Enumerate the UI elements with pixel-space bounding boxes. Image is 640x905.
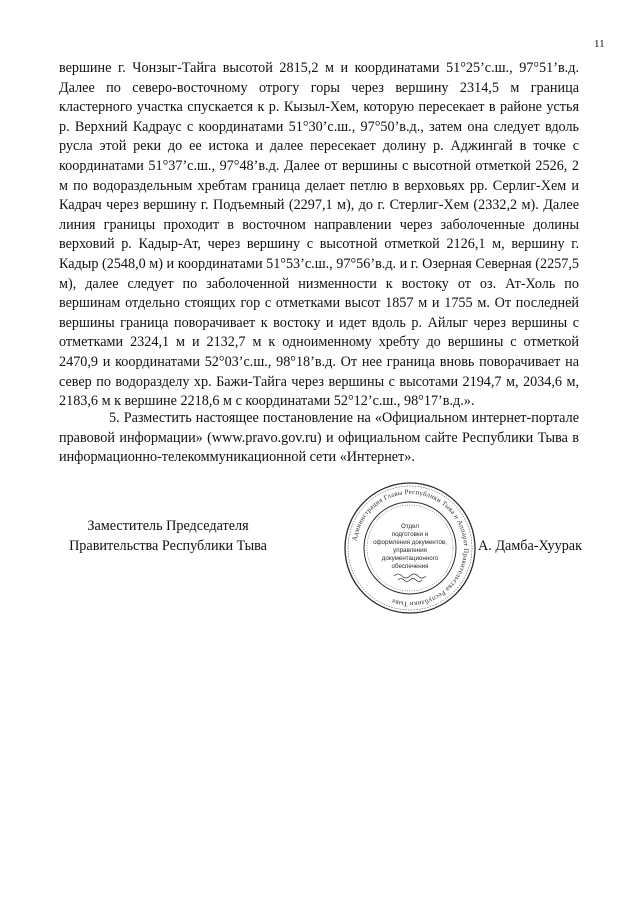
- seal-inner-line-3: оформления документов,: [373, 539, 447, 546]
- boundary-description-paragraph: вершине г. Чонзыг-Тайга высотой 2815,2 м и координатами 51°25’с.ш., 97°51’в.д. Далее по северо-восточному отрогу горы через вершину 2314,5 м граница кластерного участка спускается к р. Кызыл-Хем, которую пересекает в районе устья р. Верхний Кадраус с координатами 51°30’с.ш., 97°50’в.д., затем она следует вдоль русла этой реки до ее истока и далее пересекает долину р. Аджингай в точке с координатами 51°37’с.ш., 97°48’в.д. Далее от вершины с высотной отметкой 2526, 2 м по водораздельным хребтам граница делает петлю в верховьях рр. Серлиг-Хем и Кадрач через вершину г. Подъемный (2297,1 м), до г. Стерлиг-Хем (2332,2 м). Далее линия границы проходит в восточном направлении через заболоченные долины верховий р. Кадыр-Ат, через вершину с высотной отметкой 2126,1 м, вершину г. Кадыр (2548,0 м) и координатами 51°53’с.ш., 97°56’в.д. и г. Озерная Северная (2257,5 м), далее следует по заболоченной низменности к востоку от оз. Ат-Холь по вершинам отдельно стоящих гор с отметками высот 1857 м и 1755 м. От последней вершины граница поворачивает к востоку и идет вдоль р. Айлыг через вершины с отметками 2324,1 м и 2132,7 м к одноименному хребту до вершины с отметкой 2470,9 и координатами 52°03’с.ш., 98°18’в.д. От нее граница вновь поворачивает на север по водоразделу хр. Бажи-Тайга через вершины с высотами 2194,7 м, 2034,6 м, 2183,6 м к вершине 2218,6 м с координатами 52°12’с.ш., 98°17’в.д.».: [59, 60, 579, 410]
- signer-name: А. Дамба-Хуурак: [478, 538, 583, 554]
- signer-position-line-1: Заместитель Председателя: [87, 518, 249, 534]
- seal-inner-line-5: документационного: [381, 555, 439, 562]
- clause-5-paragraph: 5. Разместить настоящее постановление на «Официальном интернет-портале правовой информации» (www.pravo.gov.ru) и официальном сайте Республики Тыва в информационно-телекоммуникационной сети «Интернет».: [59, 410, 579, 466]
- official-seal-stamp: [342, 481, 478, 615]
- seal-inner-line-1: Отдел: [401, 523, 419, 530]
- seal-inner-line-4: управления: [393, 547, 427, 554]
- page-number: 11: [594, 38, 605, 50]
- seal-inner-line-6: обеспечения: [391, 563, 429, 570]
- seal-inner-line-2: подготовки и: [391, 531, 429, 538]
- seal-ornament-icon: [394, 574, 426, 582]
- signer-position-line-2: Правительства Республики Тыва: [69, 537, 267, 554]
- signer-position: [58, 517, 278, 556]
- seal-outer-textpath: Администрация Главы Республики Тыва и Аппарат Правительства Республики Тыва: [351, 488, 470, 608]
